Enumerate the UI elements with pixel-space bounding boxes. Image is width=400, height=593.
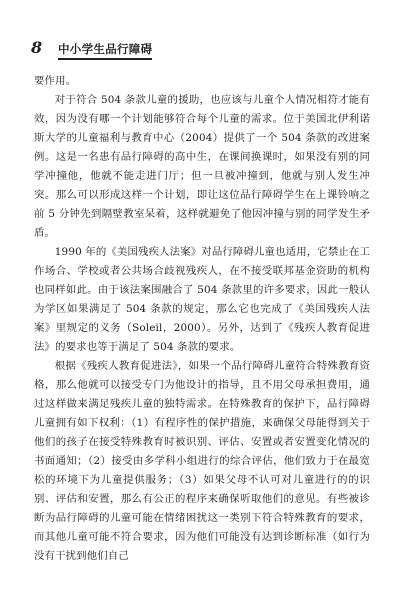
paragraph: 对于符合 504 条款儿童的援助，也应该与儿童个人情况相符才能有效，因为没有哪一个计划能够符合每个儿童的需求。位于美国北伊利诺斯大学的儿童福利与教育中心（2004）提供了一个 504 条款的改进案例。这是一名患有品行障碍的高中生，在课间换课时，如果没有别的同学冲撞他，他就不能走进门厅；但一旦被冲撞到，他就与别人发生冲突。那么可以形成这样一个计划，即让这位品行障碍学生在上课铃响之前 5 分钟先到隔壁教室呆着，这样就避免了他因冲撞与别的同学发生矛盾。 [34,94,370,239]
paragraph: 根据《残疾人教育促进法》，如果一个品行障碍儿童符合特殊教育资格，那么他就可以接受专门为他设计的指导，且不用父母承担费用，通过这样做来满足残疾儿童的独特需求。在特殊教育的保护下，品行障碍儿童拥有如下权利：（1）有程序性的保护措施，来确保父母能得到关于他们的孩子在接受特殊教育时被识别、评估、安置或者安置变化情况的书面通知；（2）接受由多学科小组进行的综合评估，他们致力于在最宽松的环境下为儿童提供服务；（3）如果父母不认可对儿童进行的的识别、评估和安置，那么有公正的程序来确保听取他们的意见。有些被诊断为品行障碍的儿童可能在情绪困扰这一类别下符合特殊教育的要求，而其他儿童可能不符合要求，因为他们可能没有达到诊断标准（如行为没有干扰到他们自己 [34,360,370,562]
book-title-logo: 中小学生品行障碍 [58,41,152,60]
paragraph: 1990 年的《美国残疾人法案》对品行障碍儿童也适用，它禁止在工作场合、学校或者公共场合歧视残疾人，在不接受联邦基金资助的机构也同样如此。由于该法案围融合了 504 条款里的许多要求，因此一般认为学区如果满足了 504 条款的规定，那么它也完成了《美国残疾人法案》里规定的义务（Soleil，2000）。另外，达到了《残疾人教育促进法》的要求也等于满足了 504 条款的要求。 [34,246,370,353]
page-number: 8 [31,38,43,57]
body-text [34,72,370,566]
page-header [0,38,400,60]
paragraph-continuation: 要作用。 [34,75,77,87]
